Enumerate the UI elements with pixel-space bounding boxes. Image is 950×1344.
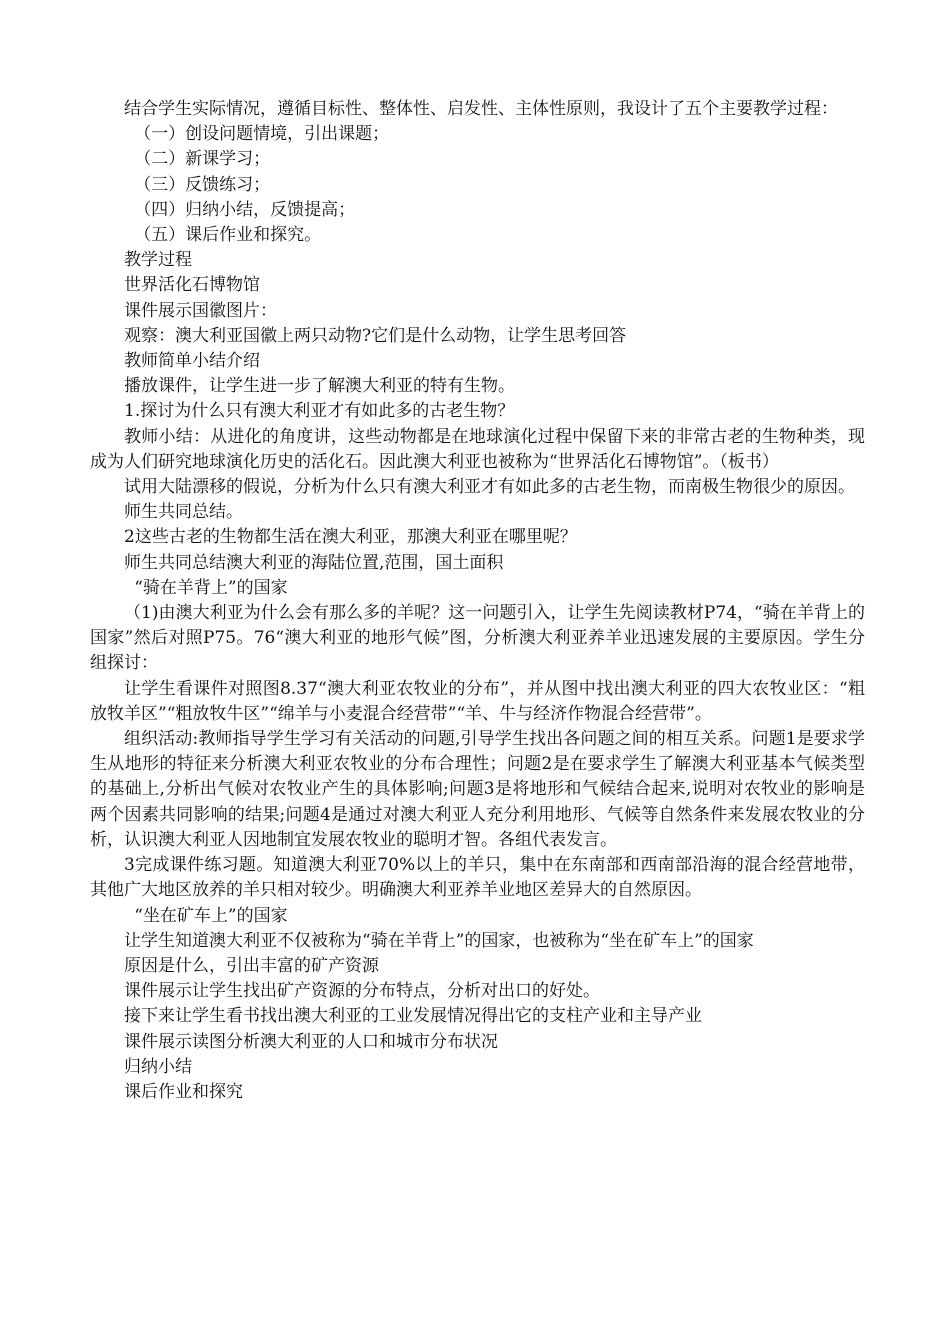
section-heading-process: 教学过程: [124, 250, 192, 271]
paragraph: 试用大陆漂移的假说，分析为什么只有澳大利亚才有如此多的古老生物，而南极生物很少的原因。: [124, 477, 855, 498]
paragraph: 师生共同总结。: [124, 502, 243, 523]
paragraph: 接下来让学生看书找出澳大利亚的工业发展情况得出它的支柱产业和主导产业: [124, 1006, 702, 1027]
paragraph: 观察：澳大利亚国徽上两只动物?它们是什么动物，让学生思考回答: [124, 325, 627, 346]
step-2: （二）新课学习；: [134, 149, 271, 170]
document-body: [90, 97, 865, 1105]
paragraph: 让学生知道澳大利亚不仅被称为“骑在羊背上”的国家，也被称为“坐在矿车上”的国家: [124, 930, 754, 951]
paragraph: 师生共同总结澳大利亚的海陆位置,范围，国土面积: [124, 552, 504, 573]
paragraph: 课件展示让学生找出矿产资源的分布特点，分析对出口的好处。: [124, 981, 600, 1002]
section-heading-museum: 世界活化石博物馆: [124, 275, 260, 296]
paragraph: （1)由澳大利亚为什么会有那么多的羊呢？这一问题引入，让学生先阅读教材P74，“骑在羊背上的国家”然后对照P75。76“澳大利亚的地形气候”图，分析澳大利亚养羊业迅速发展的主要原因。学生分组探讨：: [90, 603, 865, 674]
paragraph: 1.探讨为什么只有澳大利亚才有如此多的古老生物？: [124, 401, 515, 422]
step-5: （五）课后作业和探究。: [134, 225, 322, 246]
step-4: （四）归纳小结，反馈提高；: [134, 199, 356, 220]
paragraph: 组织活动:教师指导学生学习有关活动的问题,引导学生找出各问题之间的相互关系。问题1是要求学生从地形的特征来分析澳大利亚农牧业的分布合理性；问题2是在要求学生了解澳大利亚基本气候类型的基础上,分析出气候对农牧业产生的具体影响;问题3是将地形和气候结合起来,说明对农牧业的影响是两个因素共同影响的结果;问题4是通过对澳大利亚人充分利用地形、气候等自然条件来发展农牧业的分析，认识澳大利亚人因地制宜发展农牧业的聪明才智。各组代表发言。: [90, 729, 865, 850]
section-heading-mining: “坐在矿车上”的国家: [134, 905, 288, 926]
paragraph: 3完成课件练习题。知道澳大利亚70%以上的羊只，集中在东南部和西南部沿海的混合经营地带，其他广大地区放养的羊只相对较少。明确澳大利亚养羊业地区差异大的自然原因。: [90, 855, 865, 901]
paragraph: 让学生看课件对照图8.37“澳大利亚农牧业的分布”，并从图中找出澳大利亚的四大农牧业区：“粗放牧羊区”“粗放牧牛区”“绵羊与小麦混合经营带”“羊、牛与经济作物混合经营带”。: [90, 678, 865, 724]
paragraph: 教师小结：从进化的角度讲，这些动物都是在地球演化过程中保留下来的非常古老的生物种类，现成为人们研究地球演化历史的活化石。因此澳大利亚也被称为“世界活化石博物馆”。（板书）: [90, 426, 865, 472]
paragraph: 教师简单小结介绍: [124, 351, 260, 372]
paragraph: 课件展示读图分析澳大利亚的人口和城市分布状况: [124, 1031, 498, 1052]
section-heading-homework: 课后作业和探究: [124, 1081, 243, 1102]
paragraph: 播放课件，让学生进一步了解澳大利亚的特有生物。: [124, 376, 515, 397]
step-3: （三）反馈练习；: [134, 174, 271, 195]
paragraph: 原因是什么，引出丰富的矿产资源: [124, 955, 379, 976]
section-heading-sheep: “骑在羊背上”的国家: [134, 577, 288, 598]
step-1: （一）创设问题情境，引出课题；: [134, 124, 390, 145]
section-heading-summary: 归纳小结: [124, 1056, 192, 1077]
paragraph: 2这些古老的生物都生活在澳大利亚，那澳大利亚在哪里呢？: [124, 527, 577, 548]
paragraph: 课件展示国徽图片：: [124, 300, 277, 321]
intro-paragraph: 结合学生实际情况，遵循目标性、整体性、启发性、主体性原则，我设计了五个主要教学过程：: [124, 99, 838, 119]
